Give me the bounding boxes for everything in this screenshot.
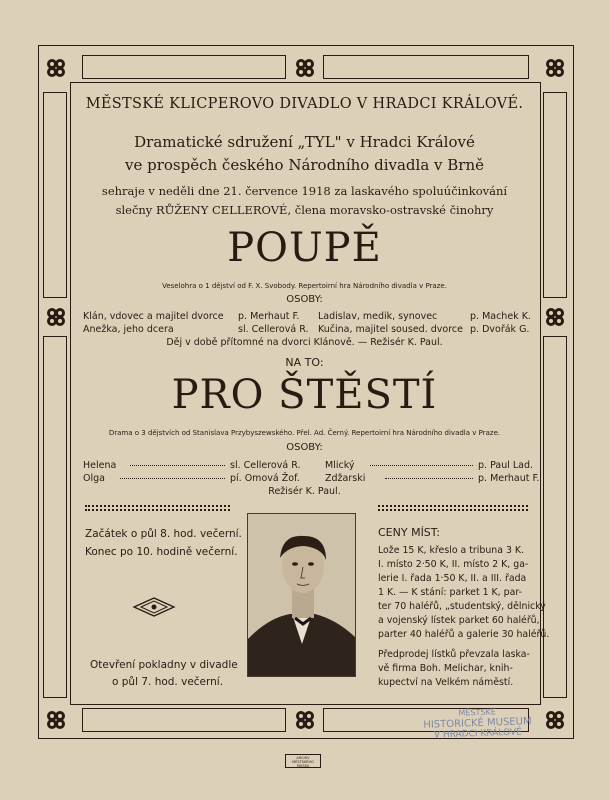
box-office-line-1: Otevření pokladny v divadle (90, 659, 238, 671)
intro-line-3: sehraje v neděli dne 21. července 1918 za laskavého spoluúčinkování (101, 184, 508, 198)
play1-cast-role: Ladislav, medik, synovec (318, 311, 438, 322)
quatrefoil-ornament-icon (44, 708, 68, 732)
theatre-heading: MĚSTSKÉ KLICPEROVO DIVADLO V HRADCI KRÁLOVÉ. (85, 96, 524, 112)
play1-subtitle: Veselohra o 1 dějství od F. X. Svobody. Repertoirní hra Národního divadla v Praze. (162, 282, 447, 290)
quatrefoil-ornament-icon (543, 708, 567, 732)
box-office-line-2: o půl 7. hod. večerní. (112, 676, 224, 688)
quatrefoil-ornament-icon (543, 305, 567, 329)
play1-cast-actor: sl. Cellerová R. (238, 324, 309, 335)
price-line: Lože 15 K, křeslo a tribuna 3 K. (378, 545, 525, 556)
intro-line-4: slečny RŮŽENY CELLEROVÉ, člena moravsko-ostravské činohry (115, 203, 494, 217)
top-left-bar (82, 55, 286, 79)
play1-cast-heading: OSOBY: (286, 294, 323, 305)
play2-cast-role: Olga (83, 473, 105, 484)
portrait-image (247, 513, 356, 677)
stamp-line-1: MĚSTSKÉ (458, 707, 496, 718)
archive-label (285, 754, 321, 768)
play2-cast-actor: p. Paul Lad. (478, 460, 534, 471)
quatrefoil-ornament-icon (543, 56, 567, 80)
price-line: ter 70 haléřů, „studentský, dělnický (378, 601, 546, 612)
play1-cast-role: Klán, vdovec a majitel dvorce (83, 311, 224, 322)
price-line: a vojenský lístek parket 60 haléřů, (378, 615, 540, 626)
diamond-ornament-icon (132, 596, 176, 618)
end-time: Konec po 10. hodině večerní. (85, 546, 238, 558)
cast-leader (370, 465, 473, 469)
quatrefoil-ornament-icon (44, 305, 68, 329)
play2-cast-role: Zdžarski (325, 473, 366, 484)
price-line: 1 K. — K stání: parket 1 K, par- (378, 587, 522, 598)
cast-leader (385, 478, 473, 482)
play2-director: Režisér K. Paul. (268, 486, 341, 497)
play2-cast-role: Helena (83, 460, 117, 471)
price-line: parter 40 haléřů a galerie 30 haléřů. (378, 629, 550, 640)
top-right-bar (323, 55, 529, 79)
play1-cast-role: Anežka, jeho dcera (83, 324, 174, 335)
play1-cast-actor: p. Machek K. (470, 311, 531, 322)
stamp-line-3: V HRADCI KRÁLOVÉ (433, 727, 522, 741)
play1-title: POUPĚ (227, 225, 382, 271)
archive-label-line-1: ARCHÍV (296, 756, 310, 760)
cast-leader (120, 478, 225, 482)
separator-rule-right (378, 509, 528, 514)
na-to: NA TO: (285, 356, 324, 369)
play1-cast-role: Kučina, majitel soused. dvorce (318, 324, 463, 335)
play2-cast-heading: OSOBY: (286, 442, 323, 453)
presale-line: Předprodej lístků převzala laska- (378, 649, 530, 660)
play2-cast-role: Mlický (325, 460, 355, 471)
intro-line-2: ve prospěch českého Národního divadla v Brně (124, 156, 485, 174)
price-line: lerie I. řada 1·50 K, II. a III. řada (378, 573, 527, 584)
play2-cast-actor: pí. Omová Žof. (230, 473, 300, 484)
presale-line: kupectví na Velkém náměstí. (378, 677, 514, 688)
play2-subtitle: Drama o 3 dějstvích od Stanislava Przybyszewského. Přel. Ad. Černý. Repertoirní hra Národního divadla v Praze. (108, 429, 501, 437)
museum-stamp (414, 705, 540, 742)
play2-cast-actor: p. Merhaut F. (478, 473, 540, 484)
quatrefoil-ornament-icon (293, 56, 317, 80)
quatrefoil-ornament-icon (293, 708, 317, 732)
prices-heading: CENY MÍST: (378, 526, 441, 539)
play2-cast-actor: sl. Cellerová R. (230, 460, 301, 471)
intro-line-1: Dramatické sdružení „TYL" v Hradci Králové (134, 133, 475, 151)
play1-setting: Děj v době přítomné na dvorci Klánově. — Režisér K. Paul. (166, 337, 443, 348)
quatrefoil-ornament-icon (44, 56, 68, 80)
stamp-line-2: HISTORICKÉ MUSEUM (423, 716, 532, 731)
play2-title: PRO ŠTĚSTÍ (171, 372, 438, 418)
price-line: I. místo 2·50 K, II. místo 2 K, ga- (378, 559, 529, 570)
separator-rule-left (85, 509, 230, 514)
archive-label-line-3: MUSEA (296, 764, 310, 768)
play1-cast-actor: p. Dvořák G. (470, 324, 530, 335)
start-time: Začátek o půl 8. hod. večerní. (85, 528, 242, 540)
play1-cast-actor: p. Merhaut F. (238, 311, 300, 322)
presale-line: vě firma Boh. Melichar, knih- (378, 663, 513, 674)
cast-leader (130, 465, 225, 469)
bottom-left-bar (82, 708, 286, 732)
archive-label-line-2: MĚSTSKÉHO (292, 760, 314, 764)
